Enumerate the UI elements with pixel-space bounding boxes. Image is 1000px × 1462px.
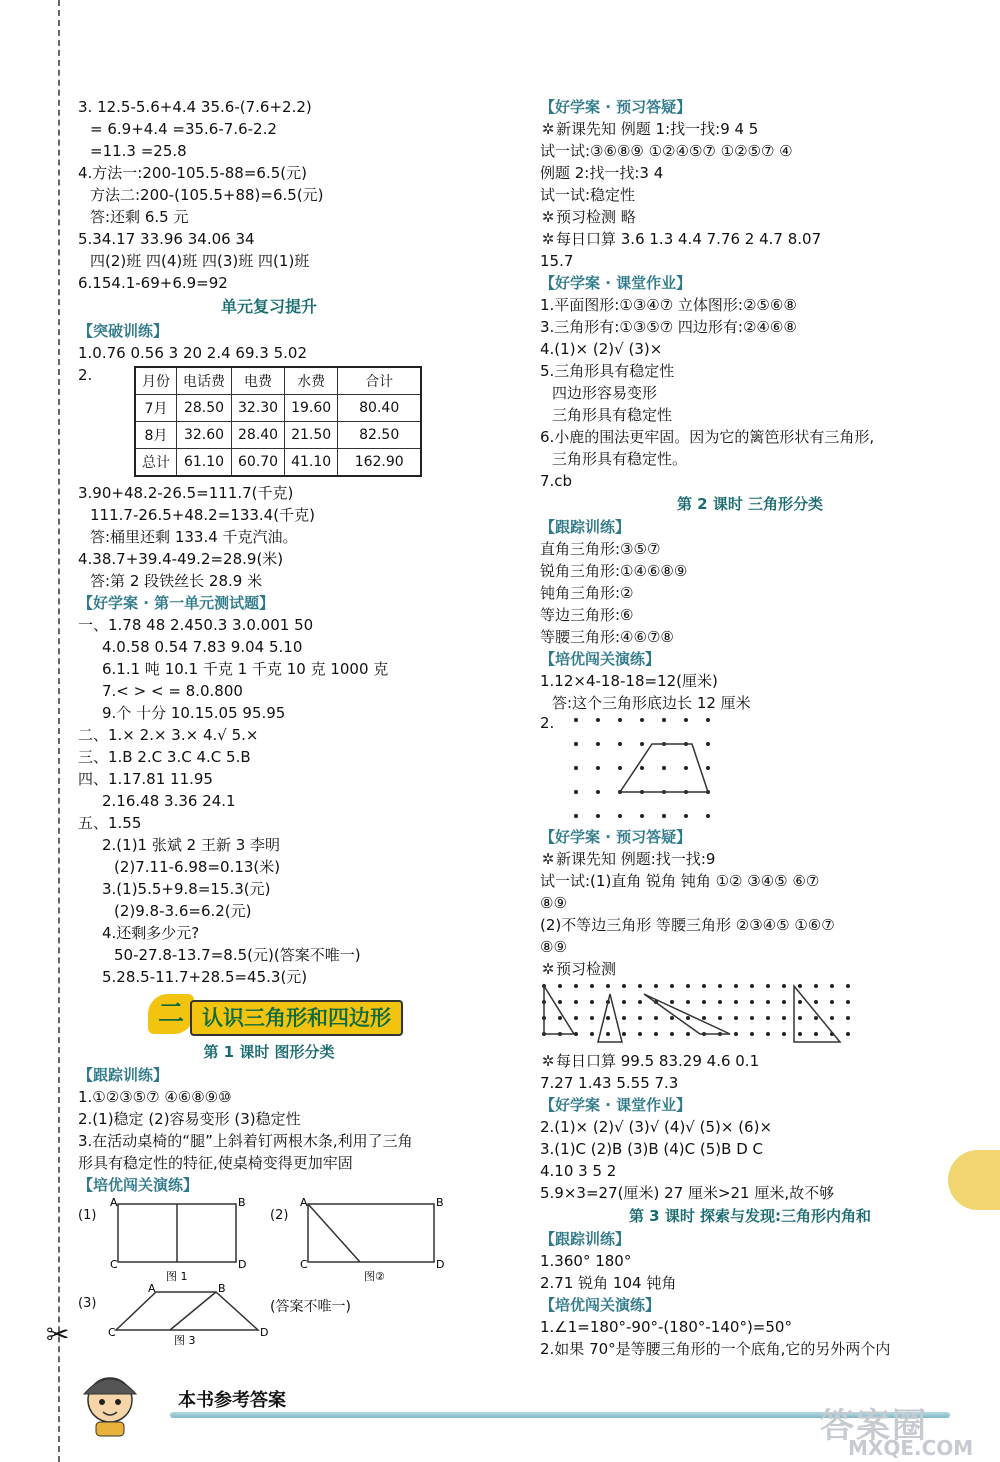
- grid-dot: [574, 766, 578, 770]
- section-heading: 【好学案 · 预习答疑】: [540, 828, 692, 846]
- answer-line: 5.三角形具有稳定性: [540, 362, 675, 380]
- grid-dot: [718, 1000, 722, 1004]
- answer-line: 四、1.17.81 11.95: [78, 770, 213, 788]
- grid-dot: [814, 1000, 818, 1004]
- grid-dot: [670, 1032, 674, 1036]
- grid-dot: [622, 1016, 626, 1020]
- answer-line: 50-27.8-13.7=8.5(元)(答案不唯一): [114, 946, 361, 964]
- scissors-icon: ✂: [46, 1318, 70, 1351]
- answer-line: ✲ 新课先知 例题 1:找一找:9 4 5: [541, 120, 759, 138]
- answer-line: 2.如果 70°是等腰三角形的一个底角,它的另外两个内: [540, 1340, 891, 1358]
- figure-3-pt-a: A: [148, 1284, 156, 1295]
- grid-dot: [684, 766, 688, 770]
- figure-2-pt-b: B: [436, 1196, 444, 1209]
- figure-3-trapezoid: [108, 1284, 278, 1346]
- answer-line: 2.16.48 3.36 24.1: [102, 792, 236, 810]
- grid-dot: [706, 814, 710, 818]
- answer-line: 三、1.B 2.C 3.C 4.C 5.B: [78, 748, 251, 766]
- answer-line: 答:还剩 6.5 元: [90, 208, 189, 226]
- answer-line: 15.7: [540, 252, 574, 270]
- answer-line: ✲ 预习检测: [541, 960, 617, 978]
- grid-dot: [782, 984, 786, 988]
- figure-2-pt-d: D: [436, 1258, 445, 1271]
- answer-line: 1.0.76 0.56 3 20 2.4 69.3 5.02: [78, 344, 307, 362]
- answer-line: ✲ 每日口算 99.5 83.29 4.6 0.1: [541, 1052, 760, 1070]
- figure-2-rectangle: [298, 1196, 448, 1282]
- grid-dot: [596, 766, 600, 770]
- grid-dot: [734, 1016, 738, 1020]
- answer-line: 方法二:200-(105.5+88)=6.5(元): [90, 186, 324, 204]
- answer-line: 6.小鹿的围法更牢固。因为它的篱笆形状有三角形,: [540, 428, 875, 446]
- table-row: [135, 422, 421, 449]
- grid-dot: [558, 984, 562, 988]
- grid-dot: [782, 1016, 786, 1020]
- grid-dot: [640, 814, 644, 818]
- grid-dot: [622, 1032, 626, 1036]
- answer-line: ✲ 新课先知 例题:找一找:9: [541, 850, 716, 868]
- right-column: [540, 96, 960, 1360]
- section-heading: 【培优闯关演练】: [540, 1296, 661, 1314]
- grid-dot: [670, 984, 674, 988]
- section-heading: 【好学案 · 预习答疑】: [540, 98, 692, 116]
- lesson-title: 第 3 课时 探索与发现:三角形内角和: [628, 1207, 872, 1225]
- figure-1-rectangle: [108, 1196, 248, 1282]
- grid-dot: [734, 984, 738, 988]
- answer-line: 1.12×4-18-18=12(厘米): [540, 672, 718, 690]
- star-icon: ✲: [541, 850, 555, 868]
- grid-dot: [706, 766, 710, 770]
- grid-dot: [814, 1032, 818, 1036]
- answer-line: 4.10 3 5 2: [540, 1162, 617, 1180]
- answer-line: 3.(1)5.5+9.8=15.3(元): [102, 880, 271, 898]
- answer-line: 4.0.58 0.54 7.83 9.04 5.10: [102, 638, 303, 656]
- grid-dot: [766, 1016, 770, 1020]
- grid-dot: [662, 766, 666, 770]
- grid-dot: [654, 1016, 658, 1020]
- table-cell: 8月: [135, 422, 177, 449]
- grid-dot: [590, 1016, 594, 1020]
- grid-dot: [670, 1000, 674, 1004]
- division-figures: [78, 1196, 460, 1346]
- answer-line: ⑧⑨: [540, 894, 567, 912]
- grid-dot: [596, 742, 600, 746]
- chapter-title: 认识三角形和四边形: [190, 1000, 403, 1036]
- grid-dot: [846, 984, 850, 988]
- grid-dot: [662, 814, 666, 818]
- grid-dot: [606, 1032, 610, 1036]
- preview-dot-grid-block: [540, 980, 960, 1050]
- grid-dot: [750, 1032, 754, 1036]
- answer-line: 三角形具有稳定性。: [552, 450, 688, 468]
- answer-line: 7.< > < = 8.0.800: [102, 682, 243, 700]
- star-icon: ✲: [541, 1052, 555, 1070]
- grid-dot: [706, 742, 710, 746]
- answer-line: ✲ 预习检测 略: [541, 208, 636, 226]
- answer-line: 等边三角形:⑥: [540, 606, 634, 624]
- table-header-cell: 电话费: [177, 367, 232, 395]
- grid-dot: [640, 766, 644, 770]
- answer-line: 2.(1)1 张斌 2 王新 3 李明: [102, 836, 281, 854]
- grid-dot: [846, 1032, 850, 1036]
- answer-line: 3. 12.5-5.6+4.4 35.6-(7.6+2.2): [78, 98, 312, 116]
- answer-line: 四边形容易变形: [552, 384, 658, 402]
- answer-line: 答:第 2 段铁丝长 28.9 米: [90, 572, 263, 590]
- answer-line: 五、1.55: [78, 814, 142, 832]
- question-number: 2.: [540, 714, 555, 732]
- table-cell: 60.70: [232, 449, 285, 477]
- grid-dot: [654, 1032, 658, 1036]
- answer-line: 2.71 锐角 104 钝角: [540, 1274, 677, 1292]
- section-title: 单元复习提升: [220, 297, 317, 316]
- figure-number: (2): [270, 1208, 289, 1223]
- grid-dot: [574, 718, 578, 722]
- answer-line: 7.cb: [540, 472, 573, 490]
- table-cell: 总计: [135, 449, 177, 477]
- answer-line: = 6.9+4.4 =35.6-7.6-2.2: [90, 120, 277, 138]
- figure-1-pt-d: D: [238, 1258, 247, 1271]
- section-heading: 【好学案 · 课堂作业】: [540, 1096, 692, 1114]
- table-header-row: [135, 367, 421, 395]
- answer-line: 5.9×3=27(厘米) 27 厘米>21 厘米,故不够: [540, 1184, 835, 1202]
- question-number: 2.: [78, 366, 93, 384]
- answer-line: 111.7-26.5+48.2=133.4(千克): [90, 506, 315, 524]
- grid-dot: [684, 718, 688, 722]
- answer-line: 5.34.17 33.96 34.06 34: [78, 230, 255, 248]
- table-cell: 19.60: [285, 395, 338, 422]
- answer-line: 6.1.1 吨 10.1 千克 1 千克 10 克 1000 克: [102, 660, 389, 678]
- answer-line: 2.(1)稳定 (2)容易变形 (3)稳定性: [78, 1110, 301, 1128]
- grid-dot: [686, 1016, 690, 1020]
- answer-line: 一、1.78 48 2.450.3 3.0.001 50: [78, 616, 314, 634]
- figure-3-caption: 图 3: [174, 1334, 196, 1346]
- figure-1-caption: 图 1: [166, 1270, 188, 1282]
- table-header-cell: 电费: [232, 367, 285, 395]
- answer-line: 7.27 1.43 5.55 7.3: [540, 1074, 679, 1092]
- table-row: [135, 449, 421, 477]
- grid-dot: [638, 984, 642, 988]
- answer-line: 6.154.1-69+6.9=92: [78, 274, 228, 292]
- answer-line: 1.①②③⑤⑦ ④⑥⑧⑨⑩: [78, 1088, 232, 1106]
- section-heading: 【跟踪训练】: [540, 1230, 631, 1248]
- star-icon: ✲: [541, 960, 555, 978]
- answer-note: (答案不唯一): [270, 1299, 351, 1315]
- grid-dot: [638, 1016, 642, 1020]
- answer-line: (2)7.11-6.98=0.13(米): [114, 858, 281, 876]
- answer-line: 答:桶里还剩 133.4 千克汽油。: [90, 528, 298, 546]
- answer-line: 1.∠1=180°-90°-(180°-140°)=50°: [540, 1318, 792, 1336]
- answer-line: 5.28.5-11.7+28.5=45.3(元): [102, 968, 308, 986]
- table-header-cell: 月份: [135, 367, 177, 395]
- watermark-logo: 答案圈: [820, 1406, 928, 1446]
- grid-dot: [702, 1016, 706, 1020]
- table-header-cell: 水费: [285, 367, 338, 395]
- star-icon: ✲: [541, 120, 555, 138]
- answer-line: 1.平面图形:①③④⑦ 立体图形:②⑤⑥⑧: [540, 296, 797, 314]
- figure-1-pt-c: C: [110, 1258, 118, 1271]
- answer-line: =11.3 =25.8: [90, 142, 187, 160]
- grid-dot: [846, 1016, 850, 1020]
- answer-line: 直角三角形:③⑤⑦: [540, 540, 661, 558]
- section-heading: 【跟踪训练】: [78, 1066, 169, 1084]
- table-cell: 162.90: [338, 449, 422, 477]
- grid-dot: [606, 1016, 610, 1020]
- table-cell: 32.60: [177, 422, 232, 449]
- grid-dot: [574, 1016, 578, 1020]
- grid-dot: [590, 1032, 594, 1036]
- answer-line: 三角形具有稳定性: [552, 406, 673, 424]
- grid-dot: [718, 984, 722, 988]
- table-row: [135, 395, 421, 422]
- lesson-title: 第 2 课时 三角形分类: [676, 495, 824, 513]
- grid-dot: [750, 1000, 754, 1004]
- answer-line: 4.还剩多少元?: [102, 924, 200, 942]
- grid-dot: [596, 790, 600, 794]
- chapter-number: 二: [148, 994, 194, 1034]
- star-icon: ✲: [541, 230, 555, 248]
- answer-line: (2)9.8-3.6=6.2(元): [114, 902, 252, 920]
- lesson-title: 第 1 课时 图形分类: [203, 1043, 335, 1061]
- grid-dot: [606, 984, 610, 988]
- table-cell: 21.50: [285, 422, 338, 449]
- grid-dot: [814, 984, 818, 988]
- section-heading: 【培优闯关演练】: [78, 1176, 199, 1194]
- grid-dot: [798, 984, 802, 988]
- grid-dot: [686, 1000, 690, 1004]
- grid-dot: [622, 1000, 626, 1004]
- figure-1-pt-a: A: [110, 1196, 118, 1209]
- mascot-icon: [70, 1370, 150, 1438]
- grid-dot: [590, 984, 594, 988]
- grid-dot: [734, 1000, 738, 1004]
- figure-3-pt-c: C: [108, 1326, 116, 1339]
- answer-line: 形具有稳定性的特征,使桌椅变得更加牢固: [78, 1154, 353, 1172]
- grid-dot: [618, 814, 622, 818]
- dot-grid-block: [540, 714, 960, 826]
- answer-line: 9.个 十分 10.15.05 95.95: [102, 704, 286, 722]
- grid-dot: [814, 1016, 818, 1020]
- table-cell: 41.10: [285, 449, 338, 477]
- grid-dot: [686, 984, 690, 988]
- table-cell: 32.30: [232, 395, 285, 422]
- grid-dot: [640, 718, 644, 722]
- chapter-banner: [140, 994, 460, 1038]
- grid-dot: [782, 1000, 786, 1004]
- grid-dot: [670, 1016, 674, 1020]
- fee-table-block: [78, 366, 460, 482]
- grid-dot: [798, 1032, 802, 1036]
- grid-dot: [702, 1000, 706, 1004]
- grid-dot: [702, 984, 706, 988]
- answer-line: 二、1.× 2.× 3.× 4.√ 5.×: [78, 726, 259, 744]
- dot-grid-triangles: [540, 980, 870, 1050]
- figure-number: (1): [78, 1208, 97, 1223]
- answer-line: 例题 2:找一找:3 4: [540, 164, 664, 182]
- figure-3-pt-b: B: [218, 1284, 226, 1295]
- figure-1-pt-b: B: [238, 1196, 246, 1209]
- grid-dot: [686, 1032, 690, 1036]
- figure-number: (3): [78, 1296, 97, 1311]
- answer-line: 1.360° 180°: [540, 1252, 632, 1270]
- answer-line: 试一试:稳定性: [540, 186, 636, 204]
- answer-line: 2.(1)× (2)√ (3)√ (4)√ (5)× (6)×: [540, 1118, 773, 1136]
- dot-grid-triangle: [560, 714, 740, 824]
- grid-dot: [574, 984, 578, 988]
- answer-line: 等腰三角形:④⑥⑦⑧: [540, 628, 674, 646]
- grid-dot: [798, 1000, 802, 1004]
- grid-dot: [750, 1016, 754, 1020]
- fee-table: [134, 366, 422, 477]
- answer-line: 4.方法一:200-105.5-88=6.5(元): [78, 164, 307, 182]
- answer-line: 4.(1)× (2)√ (3)×: [540, 340, 663, 358]
- grid-dot: [830, 984, 834, 988]
- section-heading: 【好学案 · 课堂作业】: [540, 274, 692, 292]
- table-cell: 82.50: [338, 422, 422, 449]
- grid-dot: [684, 814, 688, 818]
- answer-line: 3.在活动桌椅的“腿”上斜着钉两根木条,利用了三角: [78, 1132, 413, 1150]
- grid-dot: [798, 1016, 802, 1020]
- grid-dot: [638, 1000, 642, 1004]
- answer-line: 锐角三角形:①④⑥⑧⑨: [540, 562, 688, 580]
- grid-dot: [830, 1016, 834, 1020]
- section-heading: 【好学案 · 第一单元测试题】: [78, 594, 275, 612]
- grid-dot: [766, 1032, 770, 1036]
- answer-line: 4.38.7+39.4-49.2=28.9(米): [78, 550, 284, 568]
- table-cell: 80.40: [338, 395, 422, 422]
- answer-line: 3.90+48.2-26.5=111.7(千克): [78, 484, 294, 502]
- grid-dot: [596, 718, 600, 722]
- grid-dot: [734, 1032, 738, 1036]
- grid-dot: [618, 766, 622, 770]
- answer-line: 3.(1)C (2)B (3)B (4)C (5)B D C: [540, 1140, 764, 1158]
- cut-line: [58, 0, 60, 1462]
- grid-dot: [618, 718, 622, 722]
- answer-line: 四(2)班 四(4)班 四(3)班 四(1)班: [90, 252, 310, 270]
- answer-line: ⑧⑨: [540, 938, 567, 956]
- left-column: [78, 96, 460, 1346]
- grid-dot: [782, 1032, 786, 1036]
- grid-dot: [766, 1000, 770, 1004]
- figure-3-pt-d: D: [260, 1326, 269, 1339]
- table-header-cell: 合计: [338, 367, 422, 395]
- table-cell: 28.40: [232, 422, 285, 449]
- grid-dot: [574, 790, 578, 794]
- answer-line: 答:这个三角形底边长 12 厘米: [552, 694, 751, 712]
- grid-dot: [846, 1000, 850, 1004]
- figure-2-pt-c: C: [300, 1258, 308, 1271]
- table-cell: 28.50: [177, 395, 232, 422]
- grid-dot: [590, 1000, 594, 1004]
- grid-dot: [638, 1032, 642, 1036]
- grid-dot: [574, 1000, 578, 1004]
- table-cell: 61.10: [177, 449, 232, 477]
- grid-dot: [574, 814, 578, 818]
- grid-dot: [706, 718, 710, 722]
- answer-line: 3.三角形有:①③⑤⑦ 四边形有:②④⑥⑧: [540, 318, 797, 336]
- grid-dot: [558, 1000, 562, 1004]
- footer-title: 本书参考答案: [178, 1390, 286, 1411]
- grid-dot: [618, 742, 622, 746]
- figure-2-caption: 图②: [364, 1270, 385, 1282]
- section-heading: 【跟踪训练】: [540, 518, 631, 536]
- grid-dot: [750, 984, 754, 988]
- answer-line: 试一试:(1)直角 锐角 钝角 ①② ③④⑤ ⑥⑦: [540, 872, 820, 890]
- grid-dot: [596, 814, 600, 818]
- grid-dot: [662, 718, 666, 722]
- table-cell: 7月: [135, 395, 177, 422]
- star-icon: ✲: [541, 208, 555, 226]
- grid-dot: [654, 984, 658, 988]
- section-heading: 【培优闯关演练】: [540, 650, 661, 668]
- section-heading: 【突破训练】: [78, 322, 169, 340]
- grid-dot: [718, 1016, 722, 1020]
- grid-dot: [622, 984, 626, 988]
- grid-dot: [640, 742, 644, 746]
- answer-line: (2)不等边三角形 等腰三角形 ②③④⑤ ①⑥⑦: [540, 916, 835, 934]
- answer-line: ✲ 每日口算 3.6 1.3 4.4 7.76 2 4.7 8.07: [541, 230, 822, 248]
- answer-line: 钝角三角形:②: [540, 584, 634, 602]
- grid-dot: [558, 1016, 562, 1020]
- watermark-url: MXQE.COM: [848, 1436, 974, 1460]
- grid-dot: [766, 984, 770, 988]
- figure-2-pt-a: A: [300, 1196, 308, 1209]
- grid-dot: [574, 742, 578, 746]
- grid-dot: [830, 1000, 834, 1004]
- answer-line: 试一试:③⑥⑧⑨ ①②④⑤⑦ ①②⑤⑦ ④: [540, 142, 793, 160]
